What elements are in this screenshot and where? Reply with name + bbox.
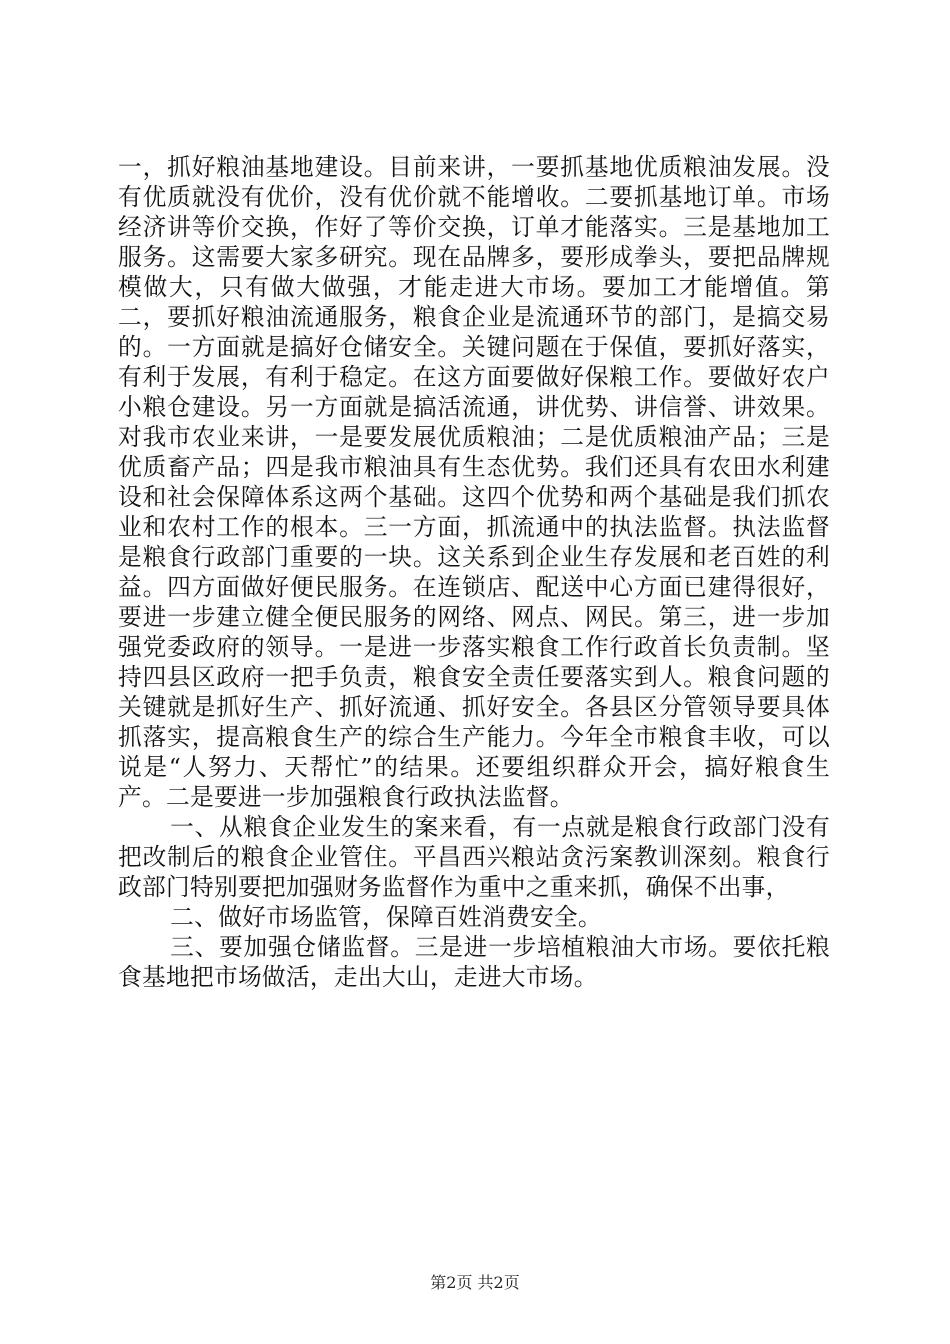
body-paragraph-3: 二、做好市场监管，保障百姓消费安全。 xyxy=(170,903,602,931)
body-paragraph-2: 一、从粮食企业发生的案来看，有一点就是粮食行政部门没有把改制后的粮食企业管住。平昌西兴粮站贪污案教训深刻。粮食行政部门特别要把加强财务监督作为重中之重来抓，确保不出事， xyxy=(118,813,830,901)
body-paragraph-1: 一，抓好粮油基地建设。目前来讲，一要抓基地优质粮油发展。没有优质就没有优价，没有优价就不能增收。二要抓基地订单。市场经济讲等价交换，作好了等价交换，订单才能落实。三是基地加工服务。这需要大家多研究。现在品牌多，要形成拳头，要把品牌规模做大，只有做大做强，才能走进大市场。要加工才能增值。第二，要抓好粮油流通服务，粮食企业是流通环节的部门，是搞交易的。一方面就是搞好仓储安全。关键问题在于保值，要抓好落实，有利于发展，有利于稳定。在这方面要做好保粮工作。要做好农户小粮仓建设。另一方面就是搞活流通，讲优势、讲信誉、讲效果。对我市农业来讲，一是要发展优质粮油；二是优质粮油产品；三是优质畜产品；四是我市粮油具有生态优势。我们还具有农田水利建设和社会保障体系这两个基础。这四个优势和两个基础是我们抓农业和农村工作的根本。三一方面，抓流通中的执法监督。执法监督是粮食行政部门重要的一块。这关系到企业生存发展和老百姓的利益。四方面做好便民服务。在连锁店、配送中心方面已建得很好，要进一步建立健全便民服务的网络、网点、网民。第三，进一步加强党委政府的领导。一是进一步落实粮食工作行政首长负责制。坚持四县区政府一把手负责，粮食安全责任要落实到人。粮食问题的关键就是抓好生产、抓好流通、抓好安全。各县区分管领导要具体抓落实，提高粮食生产的综合生产能力。今年全市粮食丰收，可以说是“人努力、天帮忙”的结果。还要组织群众开会，搞好粮食生产。二是要进一步加强粮食行政执法监督。 xyxy=(118,153,830,811)
document-body xyxy=(118,152,830,992)
body-paragraph-4: 三、要加强仓储监督。三是进一步培植粮油大市场。要依托粮食基地把市场做活，走出大山，走进大市场。 xyxy=(118,933,830,991)
page-footer: 第2页 共2页 xyxy=(430,1273,520,1292)
